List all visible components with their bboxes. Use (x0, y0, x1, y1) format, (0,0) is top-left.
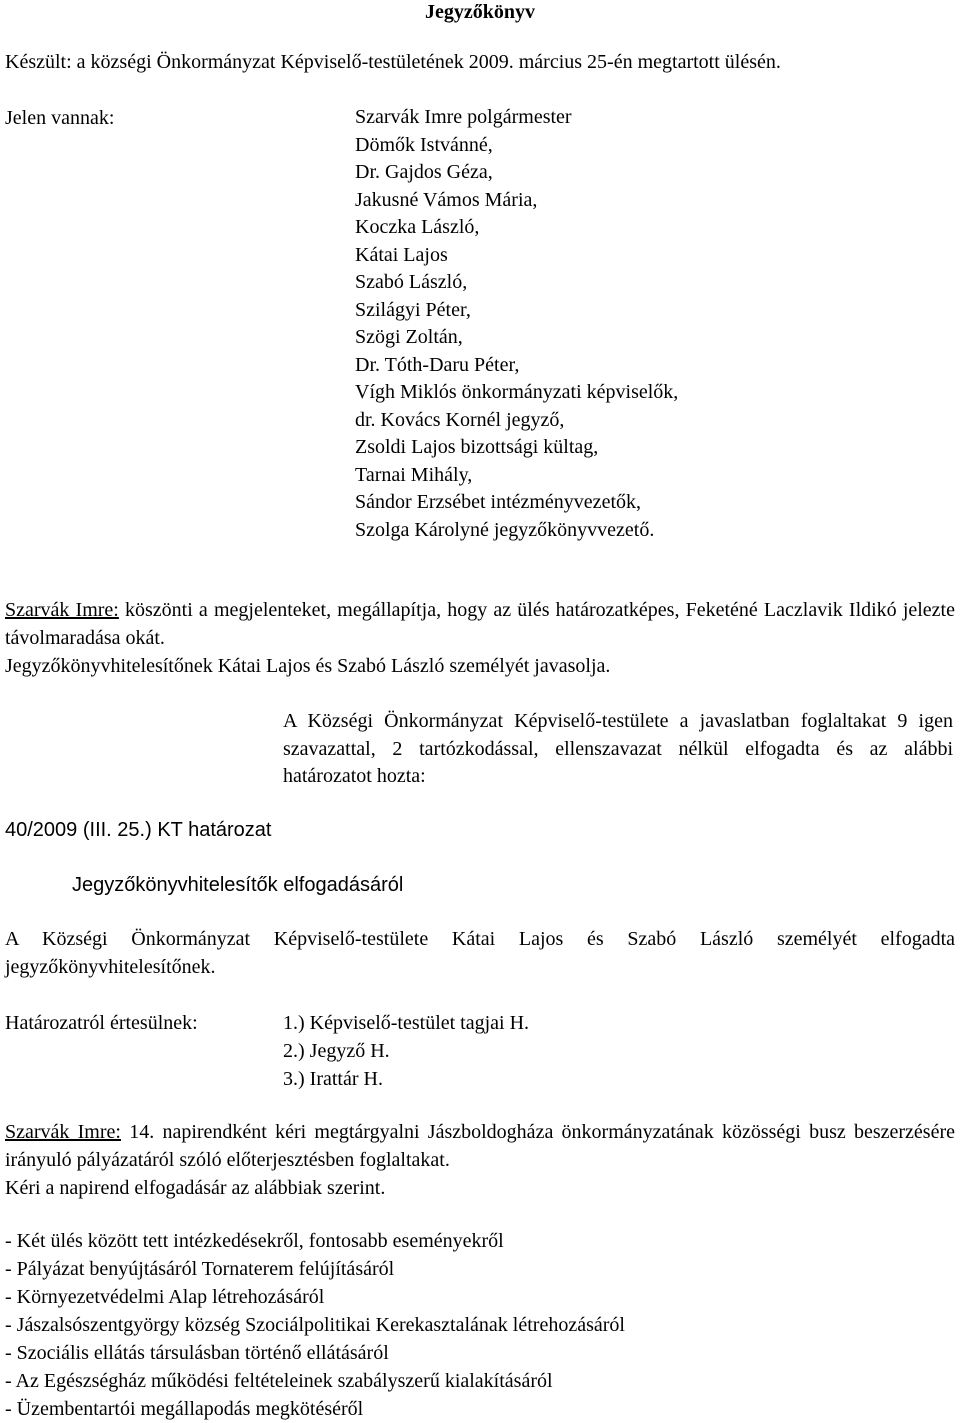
resolution-number: 40/2009 (III. 25.) KT határozat (5, 819, 272, 841)
resolution-subject: Jegyzőkönyvhitelesítők elfogadásáról (72, 874, 404, 896)
prepared-line: Készült: a községi Önkormányzat Képviselő-testületének 2009. március 25-én megtartott ülésén. (5, 51, 781, 73)
notify-list (283, 1009, 529, 1093)
attendee-list (355, 104, 678, 544)
speaker-name: Szarvák Imre: (5, 1121, 121, 1143)
attendee-item: Dömők Istvánné, (355, 133, 493, 156)
agenda-item: - Pályázat benyújtásáról Tornaterem felújításáról (5, 1258, 395, 1280)
speaker-name: Szarvák Imre: (5, 599, 119, 621)
speech-text: köszönti a megjelenteket, megállapítja, hogy az ülés határozatképes, Feketéné Laczlavik Ildikó jelezte távolmaradása okát. (5, 599, 955, 649)
attendee-item: Dr. Tóth-Daru Péter, (355, 353, 520, 376)
agenda-request: Kéri a napirend elfogadásár az alábbiak szerint. (5, 1177, 386, 1199)
proposal-line: Jegyzőkönyvhitelesítőnek Kátai Lajos és Szabó László személyét javasolja. (5, 655, 611, 677)
notify-label: Határozatról értesülnek: (5, 1012, 198, 1034)
notify-item: 2.) Jegyző H. (283, 1040, 390, 1062)
resolution-text: A Községi Önkormányzat Képviselő-testülete Kátai Lajos és Szabó László személyét elfogadta jegyzőkönyvhitelesítőnek. (5, 928, 955, 978)
agenda-item: - Két ülés között tett intézkedésekről, fontosabb eseményekről (5, 1230, 504, 1252)
attendee-item: Zsoldi Lajos bizottsági kültag, (355, 436, 599, 458)
agenda-item: - Az Egészségház működési feltételeinek szabályszerű kialakításáról (5, 1370, 553, 1392)
attendee-item: Sándor Erzsébet intézményvezetők, (355, 491, 641, 513)
attendee-item: Vígh Miklós önkormányzati képviselők, (355, 381, 679, 403)
attendee-item: Jakusné Vámos Mária, (355, 188, 538, 211)
attendee-item: Szolga Károlyné jegyzőkönyvvezető. (355, 518, 655, 541)
attendee-item: dr. Kovács Kornél jegyző, (355, 408, 565, 431)
agenda-item: - Szociális ellátás társulásban történő ellátásáról (5, 1342, 389, 1364)
notify-item: 1.) Képviselő-testület tagjai H. (283, 1012, 530, 1034)
attendee-item: Dr. Gajdos Géza, (355, 161, 493, 183)
attendee-item: Koczka László, (355, 216, 480, 238)
attendee-item: Kátai Lajos (355, 243, 448, 266)
agenda-item: - Környezetvédelmi Alap létrehozásáról (5, 1286, 325, 1308)
agenda-list (5, 1227, 625, 1423)
attendee-item: Tarnai Mihály, (355, 463, 473, 486)
present-label: Jelen vannak: (5, 107, 115, 129)
vote-text: A Községi Önkormányzat Képviselő-testülete a javaslatban foglaltakat 9 igen szavazattal, 2 tartózkodással, ellenszavazat nélkül elfogadta és az alábbi határozatot hozta: (283, 710, 953, 787)
agenda-item: - Jászalsószentgyörgy község Szociálpolitikai Kerekasztalának létrehozásáról (5, 1314, 625, 1336)
speech-paragraph-2 (5, 1119, 955, 1174)
attendee-item: Szögi Zoltán, (355, 326, 463, 348)
attendee-item: Szarvák Imre polgármester (355, 106, 572, 128)
attendee-item: Szilágyi Péter, (355, 298, 471, 321)
speech-paragraph-1 (5, 597, 955, 652)
agenda-item: - Üzembentartói megállapodás megkötéséről (5, 1398, 364, 1420)
speech-text: 14. napirendként kéri megtárgyalni Jászboldogháza önkormányzatának közösségi busz beszerzésére irányuló pályázatáról szóló előterjesztésben foglaltakat. (5, 1121, 955, 1171)
document-title: Jegyzőkönyv (425, 1, 535, 23)
attendee-item: Szabó László, (355, 271, 468, 293)
notify-item: 3.) Irattár H. (283, 1068, 383, 1090)
